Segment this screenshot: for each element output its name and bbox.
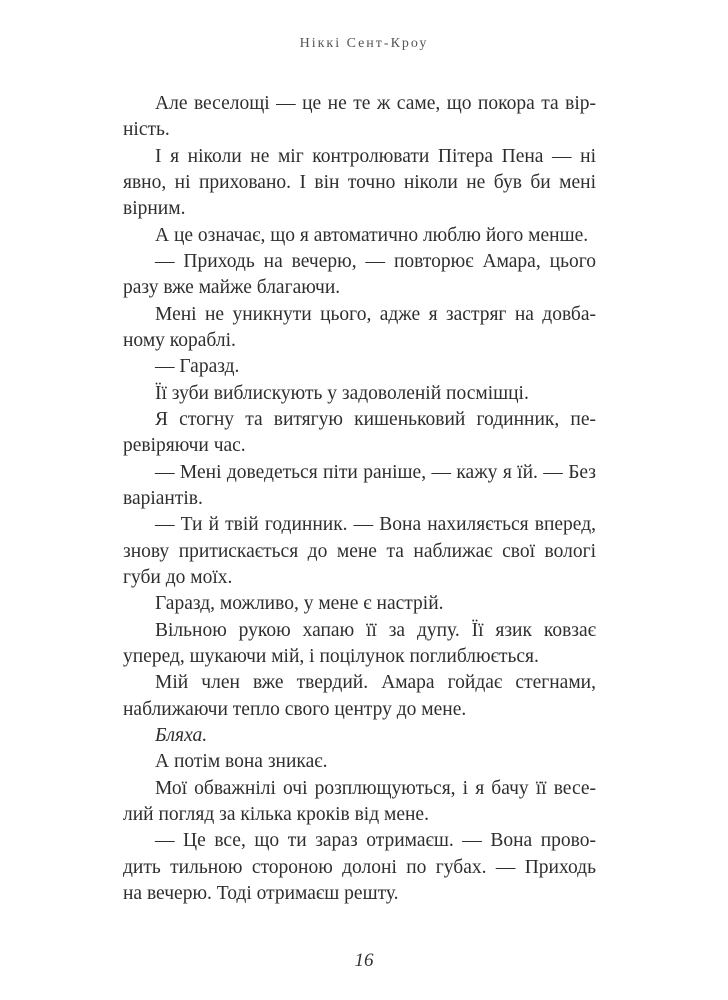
text-line: — Приходь на вечерю, — повторює Амара, цього — [155, 250, 596, 272]
page-body-text — [123, 91, 596, 907]
text-line: Мій член вже твердий. Амара гойдає стегнами, — [155, 672, 596, 694]
text-line: разу вже майже благаючи. — [123, 277, 341, 299]
paragraph — [123, 381, 596, 407]
text-line: А це означає, що я автоматично люблю його менше. — [155, 224, 589, 246]
paragraph — [123, 828, 596, 907]
text-line: Мені не уникнути цього, адже я застряг на довба- — [155, 303, 596, 325]
text-line: губи до моїх. — [123, 566, 233, 588]
paragraph — [123, 91, 596, 144]
paragraph — [123, 670, 596, 723]
paragraph — [123, 618, 596, 671]
running-header: Ніккі Сент-Кроу — [299, 36, 429, 51]
paragraph — [123, 407, 596, 460]
text-line: Бляха. — [155, 724, 208, 746]
text-line: ність. — [123, 119, 170, 141]
text-line: уперед, шукаючи мій, і поцілунок поглиблюється. — [123, 645, 539, 667]
text-line: Її зуби виблискують у задоволеній посмішці. — [155, 382, 529, 404]
paragraph — [123, 302, 596, 355]
paragraph — [123, 776, 596, 829]
text-line: — Це все, що ти зараз отримаєш. — Вона прово- — [155, 830, 596, 852]
text-line: наближаючи тепло свого центру до мене. — [123, 698, 467, 720]
text-line: Мої обважнілі очі розплющуються, і я бачу її весе- — [155, 777, 596, 799]
text-line: Гаразд, можливо, у мене є настрій. — [155, 593, 444, 615]
text-line: явно, ні приховано. І він точно ніколи не був би мені — [123, 171, 596, 193]
paragraph — [123, 591, 596, 617]
text-line: на вечерю. Тоді отримаєш решту. — [123, 882, 399, 904]
paragraph — [123, 223, 596, 249]
text-line: варіантів. — [123, 487, 203, 509]
text-line: дить тильною стороною долоні по губах. — Приходь — [123, 856, 596, 878]
text-line: — Ти й твій годинник. — Вона нахиляється вперед, — [155, 514, 596, 536]
paragraph — [123, 723, 596, 749]
paragraph — [123, 144, 596, 223]
text-line: ревіряючи час. — [123, 435, 246, 457]
page-number: 16 — [354, 950, 374, 971]
paragraph — [123, 460, 596, 513]
text-line: вірним. — [123, 198, 186, 220]
text-line: І я ніколи не міг контролювати Пітера Пена — ні — [155, 145, 596, 167]
text-line: Я стогну та витягую кишеньковий годинник, пе- — [155, 408, 596, 430]
text-line: лий погляд за кілька кроків від мене. — [123, 803, 429, 825]
text-line: — Мені доведеться піти раніше, — кажу я їй. — Без — [155, 461, 596, 483]
paragraph — [123, 749, 596, 775]
text-line: Але веселощі — це не те ж саме, що покора та вір- — [155, 93, 596, 114]
paragraph — [123, 354, 596, 380]
paragraph — [123, 249, 596, 302]
text-line: Вільною рукою хапаю її за дупу. Її язик ковзає — [155, 619, 596, 641]
text-line: ному кораблі. — [123, 329, 236, 351]
text-line: — Гаразд. — [155, 356, 240, 378]
text-line: знову притискається до мене та наближає свої вологі — [123, 540, 596, 562]
paragraph — [123, 512, 596, 591]
text-line: А потім вона зникає. — [155, 751, 328, 773]
